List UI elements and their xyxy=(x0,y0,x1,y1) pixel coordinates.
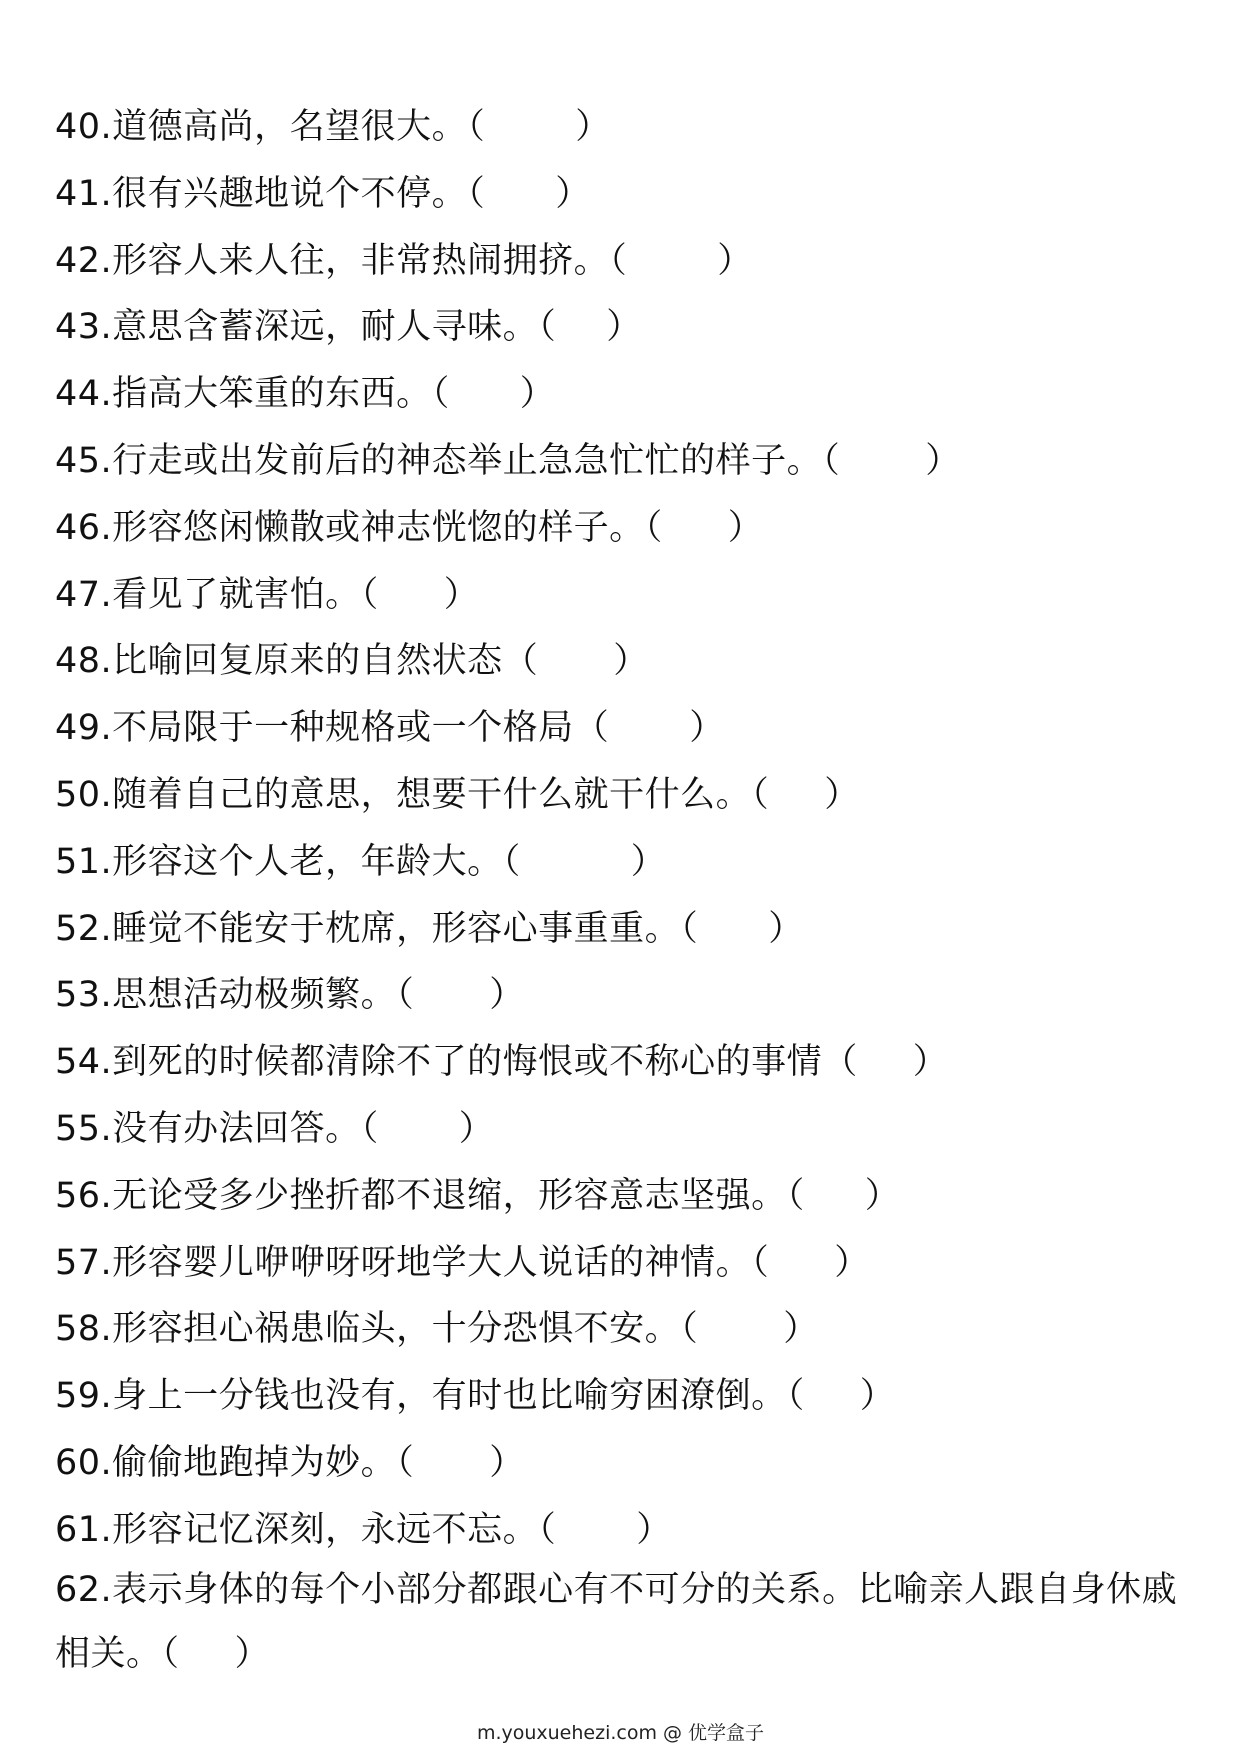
question-text: 偷偷地跑掉为妙。 xyxy=(112,1442,397,1483)
answer-paren-open: （ xyxy=(360,574,379,615)
question-item xyxy=(55,228,1205,295)
question-item xyxy=(55,829,1205,896)
answer-paren-close: ） xyxy=(768,908,804,949)
answer-paren-open: （ xyxy=(538,1509,557,1550)
question-number: 52. xyxy=(55,908,113,949)
answer-paren-open: （ xyxy=(467,107,486,147)
question-item xyxy=(55,628,1205,695)
answer-paren-close: ） xyxy=(606,307,642,348)
question-item xyxy=(55,495,1205,562)
answer-paren-close: ） xyxy=(575,107,611,147)
answer-paren-close: ） xyxy=(613,641,649,682)
question-text: 比喻回复原来的自然状态 xyxy=(112,641,503,682)
answer-paren-close: ） xyxy=(636,1509,672,1550)
question-text: 没有办法回答。 xyxy=(112,1108,361,1149)
answer-paren-open: （ xyxy=(680,908,699,949)
question-number: 47. xyxy=(55,574,113,615)
question-text: 指高大笨重的东西。 xyxy=(112,374,432,415)
question-number: 59. xyxy=(55,1376,113,1417)
answer-paren-close: ） xyxy=(783,1309,819,1350)
question-item xyxy=(55,428,1205,495)
question-number: 50. xyxy=(55,774,113,815)
answer-paren-open: （ xyxy=(502,841,521,882)
question-item xyxy=(55,1230,1205,1297)
question-number: 57. xyxy=(55,1242,113,1283)
question-text: 形容这个人老，年龄大。 xyxy=(112,841,503,882)
answer-paren-open: （ xyxy=(751,1242,770,1283)
answer-paren-open: （ xyxy=(609,240,628,281)
answer-paren-close: ） xyxy=(443,574,480,615)
answer-paren-close: ） xyxy=(458,1108,495,1149)
answer-paren-close: ） xyxy=(489,1442,525,1483)
question-text: 身上一分钱也没有，有时也比喻穷困潦倒。 xyxy=(112,1376,787,1417)
question-item xyxy=(55,1296,1205,1363)
question-text: 很有兴趣地说个不停。 xyxy=(112,173,468,214)
answer-paren-close: ） xyxy=(834,1242,870,1283)
question-number: 42. xyxy=(55,240,113,281)
answer-paren-open: （ xyxy=(161,1633,180,1674)
question-number: 60. xyxy=(55,1442,113,1483)
question-text: 形容担心祸患临头，十分恐惧不安。 xyxy=(112,1309,681,1350)
answer-paren-close: ） xyxy=(519,374,556,415)
question-number: 48. xyxy=(55,641,113,682)
question-number: 43. xyxy=(55,307,113,348)
question-number: 56. xyxy=(55,1175,113,1216)
answer-paren-open: （ xyxy=(467,173,486,214)
question-item xyxy=(55,1163,1205,1230)
question-list xyxy=(55,94,1205,1686)
question-text: 形容婴儿咿咿呀呀地学大人说话的神情。 xyxy=(112,1242,752,1283)
question-number: 62. xyxy=(55,1569,113,1610)
question-item xyxy=(55,1029,1205,1096)
question-number: 40. xyxy=(55,107,113,147)
question-number: 46. xyxy=(55,507,113,548)
answer-paren-close: ） xyxy=(925,440,961,481)
answer-paren-open: （ xyxy=(822,1042,858,1083)
question-item xyxy=(55,1497,1205,1564)
answer-paren-open: （ xyxy=(644,507,663,548)
question-text: 思想活动极频繁。 xyxy=(112,975,397,1016)
question-item xyxy=(55,962,1205,1029)
question-number: 49. xyxy=(55,708,113,749)
question-number: 55. xyxy=(55,1108,113,1149)
question-text: 无论受多少挫折都不退缩，形容意志坚强。 xyxy=(112,1175,787,1216)
question-item xyxy=(55,896,1205,963)
question-item xyxy=(55,1558,1205,1686)
question-text: 意思含蓄深远，耐人寻味。 xyxy=(112,307,539,348)
question-item xyxy=(55,161,1205,228)
question-text: 行走或出发前后的神态举止急急忙忙的样子。 xyxy=(112,440,823,481)
question-text: 表示身体的每个小部分都跟心有不可分的关系。比喻亲人跟自身休戚相关。 xyxy=(55,1569,1178,1674)
answer-paren-close: ） xyxy=(717,240,753,281)
question-number: 61. xyxy=(55,1509,113,1550)
question-number: 44. xyxy=(55,374,113,415)
answer-paren-open: （ xyxy=(360,1108,379,1149)
question-text: 随着自己的意思，想要干什么就干什么。 xyxy=(112,774,752,815)
question-item xyxy=(55,1096,1205,1163)
answer-paren-open: （ xyxy=(396,1442,415,1483)
question-text: 不局限于一种规格或一个格局 xyxy=(112,708,574,749)
footer-watermark: m.youxuehezi.com @ 优学盒子 xyxy=(476,1722,765,1744)
answer-paren-close: ） xyxy=(912,1042,949,1083)
answer-paren-open: （ xyxy=(680,1309,699,1350)
answer-paren-close: ） xyxy=(824,774,860,815)
answer-paren-open: （ xyxy=(431,374,450,415)
question-number: 41. xyxy=(55,173,113,214)
question-text: 形容悠闲懒散或神志恍惚的样子。 xyxy=(112,507,645,548)
answer-paren-open: （ xyxy=(822,440,841,481)
answer-paren-close: ） xyxy=(864,1175,901,1216)
question-item xyxy=(55,562,1205,629)
answer-paren-open: （ xyxy=(786,1376,805,1417)
answer-paren-open: （ xyxy=(786,1175,805,1216)
question-number: 54. xyxy=(55,1042,113,1083)
question-number: 51. xyxy=(55,841,113,882)
question-item xyxy=(55,1363,1205,1430)
question-text: 睡觉不能安于枕席，形容心事重重。 xyxy=(112,908,681,949)
question-item xyxy=(55,695,1205,762)
question-item xyxy=(55,294,1205,361)
answer-paren-close: ） xyxy=(555,173,591,214)
question-item xyxy=(55,762,1205,829)
question-text: 到死的时候都清除不了的悔恨或不称心的事情 xyxy=(112,1042,823,1083)
question-text: 形容人来人往，非常热闹拥挤。 xyxy=(112,240,610,281)
question-text: 形容记忆深刻，永远不忘。 xyxy=(112,1509,539,1550)
answer-paren-close: ） xyxy=(727,507,764,548)
answer-paren-open: （ xyxy=(502,641,539,682)
answer-paren-close: ） xyxy=(689,708,725,749)
question-item xyxy=(55,1430,1205,1497)
answer-paren-open: （ xyxy=(396,975,415,1016)
question-text: 道德高尚，名望很大。 xyxy=(112,107,468,147)
answer-paren-open: （ xyxy=(751,774,770,815)
answer-paren-close: ） xyxy=(234,1633,271,1674)
question-number: 58. xyxy=(55,1309,113,1350)
answer-paren-open: （ xyxy=(538,307,557,348)
question-text: 看见了就害怕。 xyxy=(112,574,361,615)
question-item xyxy=(55,361,1205,428)
answer-paren-close: ） xyxy=(630,841,667,882)
question-item xyxy=(55,94,1205,161)
question-number: 45. xyxy=(55,440,113,481)
answer-paren-close: ） xyxy=(859,1376,896,1417)
answer-paren-close: ） xyxy=(489,975,525,1016)
question-number: 53. xyxy=(55,975,113,1016)
answer-paren-open: （ xyxy=(573,708,610,749)
